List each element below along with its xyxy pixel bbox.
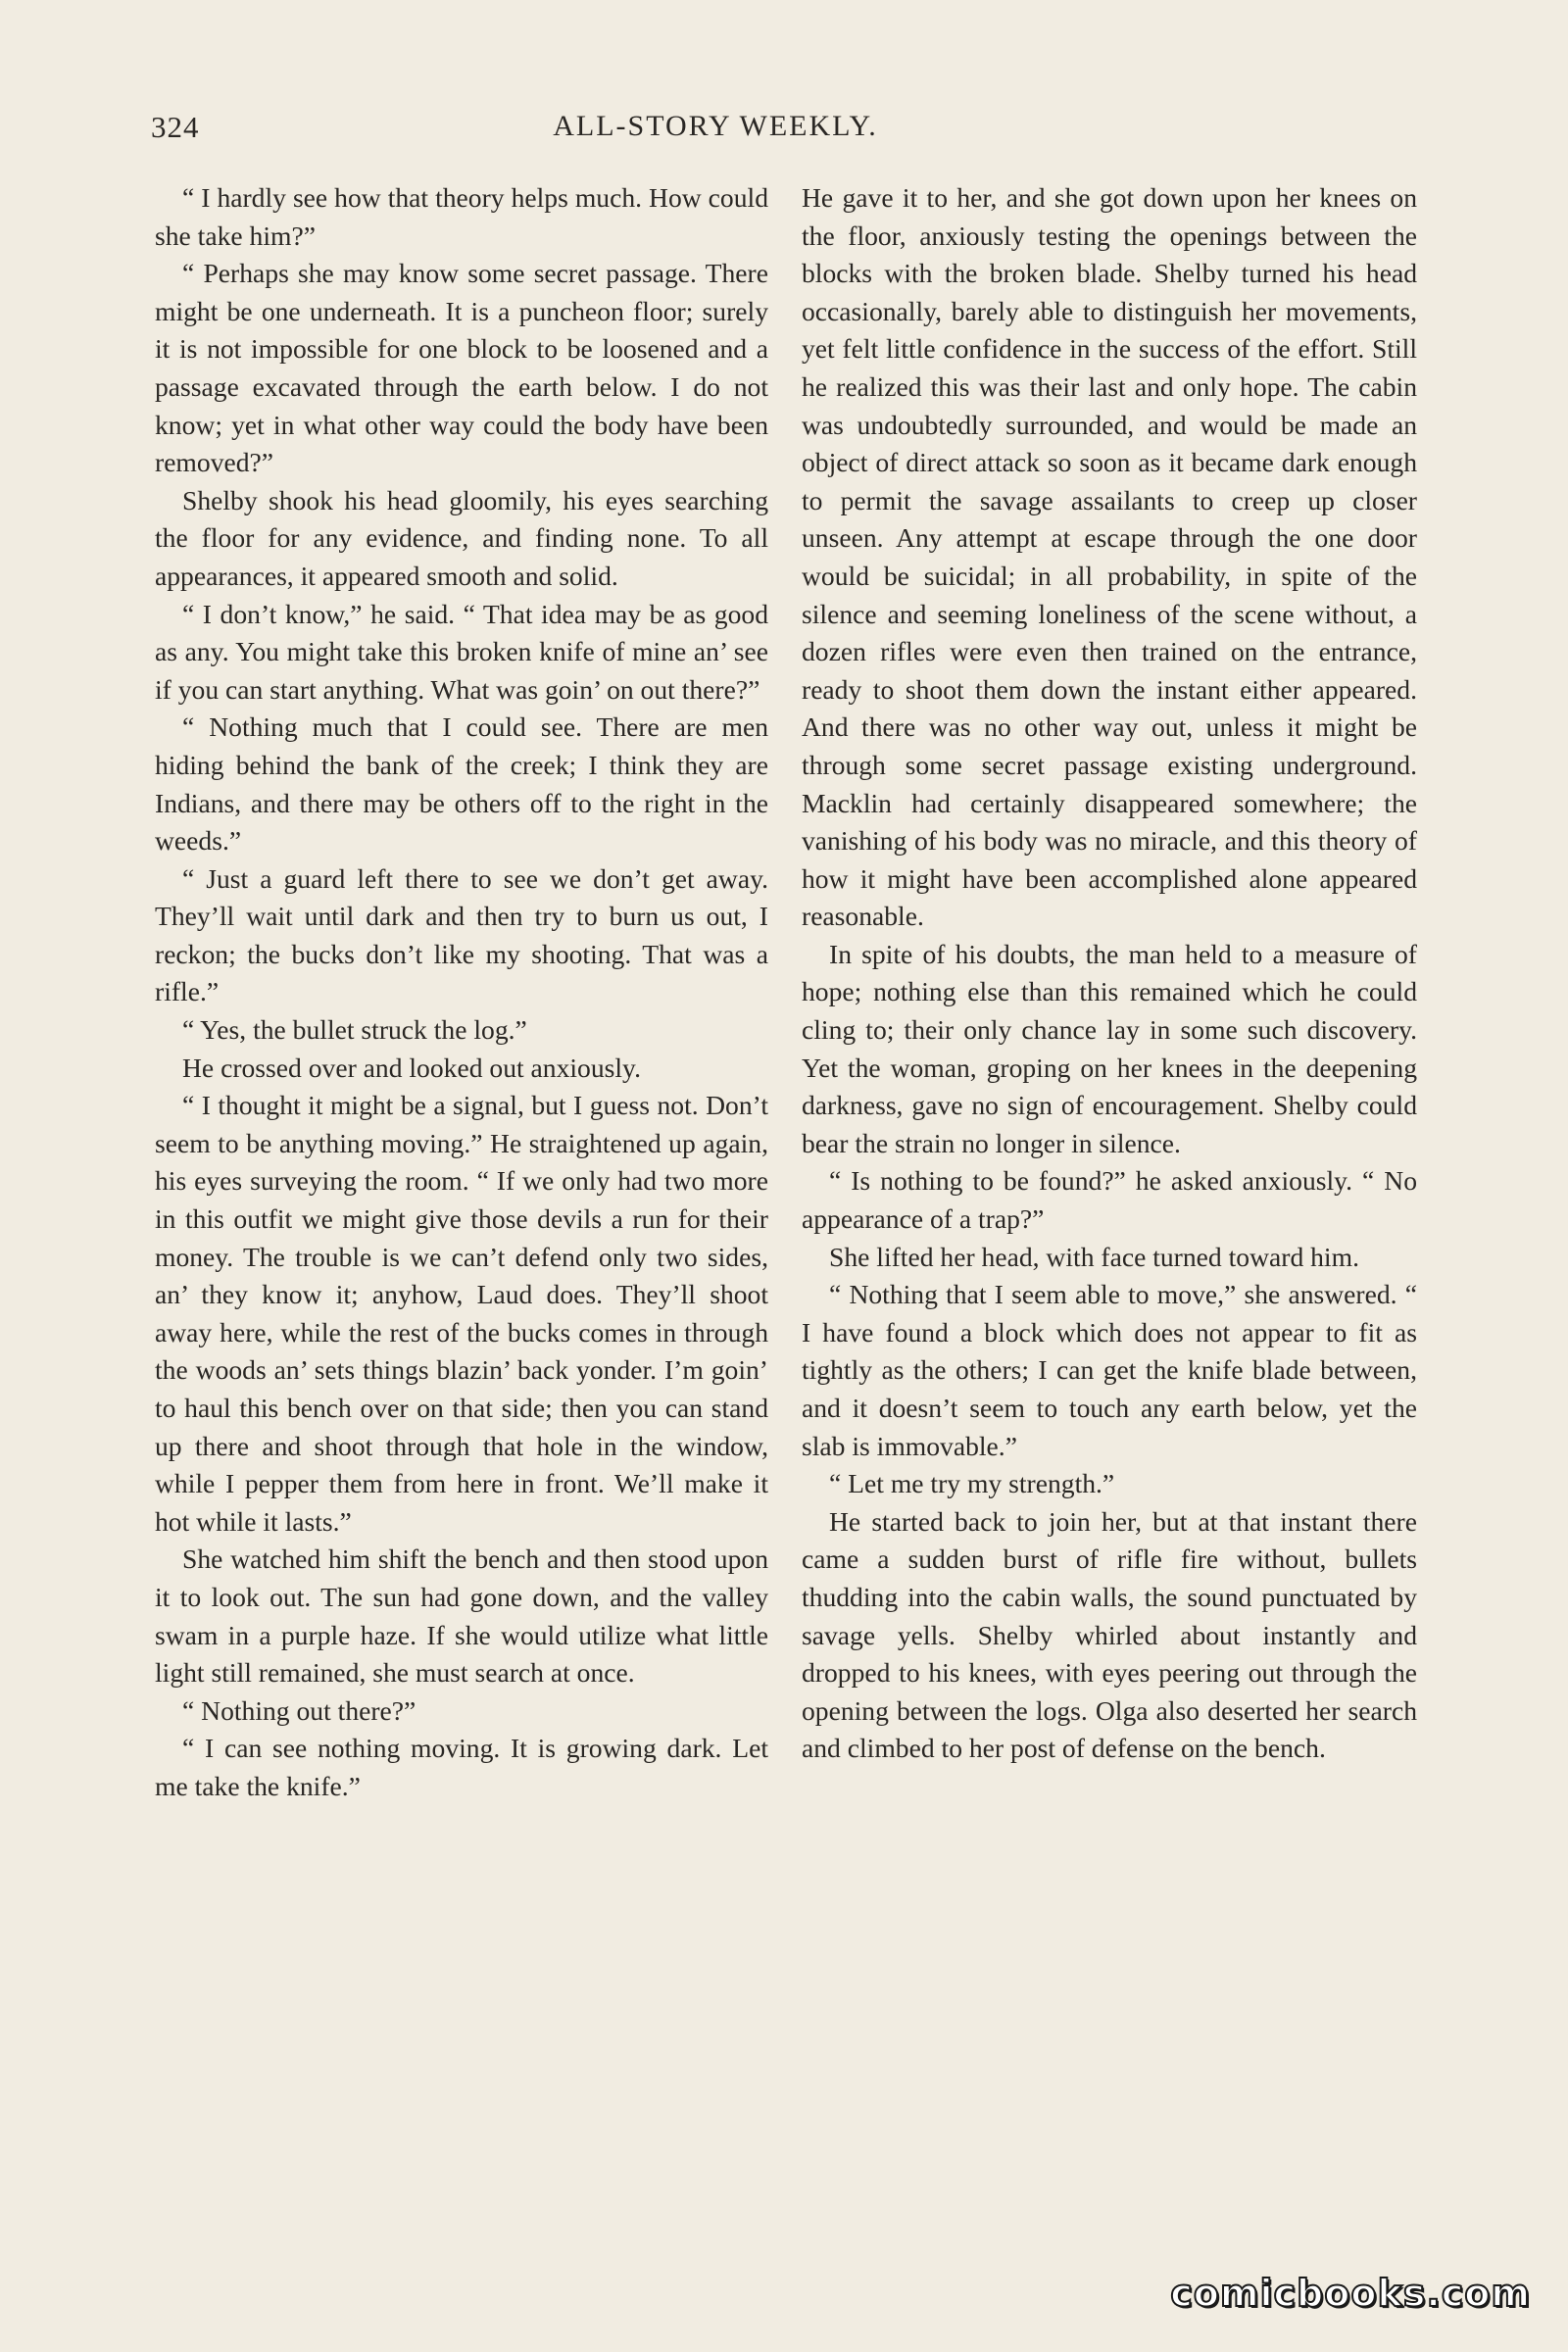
paragraph: “ Yes, the bullet struck the log.” — [182, 1014, 527, 1046]
watermark: comicbooks.com — [1170, 2272, 1531, 2315]
paragraph: He crossed over and looked out anxiously. — [182, 1052, 641, 1083]
paragraph: “ Nothing much that I could see. There are men hiding behind the bank of the creek; I think they are Indians, and there may be others off to the right in the weeds.” — [155, 711, 768, 857]
paragraph: “ Nothing that I seem able to move,” she answered. “ I have found a block which does not appear to fit as tightly as the others; I can get the knife blade between, and it doesn’t seem to touch any earth below, yet the slab is immovable.” — [802, 1279, 1417, 1461]
paragraph: Shelby shook his head gloomily, his eyes searching the floor for any evidence, and finding none. To all appearances, it appeared smooth and solid. — [155, 484, 768, 591]
paragraph: She lifted her head, with face turned toward him. — [829, 1241, 1359, 1272]
page-header — [151, 110, 1280, 159]
paragraph: She watched him shift the bench and then stood upon it to look out. The sun had gone down, and the valley swam in a purple haze. If she would utilize what little light still remained, she must search at once. — [155, 1544, 768, 1689]
paragraph: “ Is nothing to be found?” he asked anxiously. “ No appearance of a trap?” — [802, 1165, 1417, 1235]
paragraph: “ Just a guard left there to see we don’t get away. They’ll wait until dark and then try to burn us out, I reckon; the bucks don’t like my shooting. That was a rifle.” — [155, 862, 768, 1007]
paragraph: “ Perhaps she may know some secret passage. There might be one underneath. It is a puncheon floor; surely it is not impossible for one block to be loosened and a passage excavated through the earth below. I do not know; yet in what other way could the body have been removed?” — [155, 258, 768, 478]
running-title: ALL-STORY WEEKLY. — [553, 110, 878, 142]
paragraph: “ Let me try my strength.” — [829, 1468, 1115, 1499]
left-column — [155, 179, 768, 1806]
page-number: 324 — [151, 110, 200, 144]
paragraph: In spite of his doubts, the man held to a measure of hope; nothing else than this remained which he could cling to; their only chance lay in some such discovery. Yet the woman, groping on her knees in the deepening darkness, gave no sign of encouragement. Shelby could bear the strain no longer in silence. — [802, 938, 1417, 1158]
paragraph: He started back to join her, but at that instant there came a sudden burst of rifle fire without, bullets thudding into the cabin walls, the sound punctuated by savage yells. Shelby whirled about instantly and dropped to his knees, with eyes peering out through the opening between the logs. Olga also deserted her search and climbed to her post of defense on the bench. — [802, 1505, 1417, 1764]
continued-paragraph: He gave it to her, and she got down upon her knees on the floor, anxiously testing the openings between the blocks with the broken blade. Shelby turned his head occasionally, barely able to distinguish her movements, yet felt little confidence in the success of the effort. Still he realized this was their last and only hope. The cabin was undoubtedly surrounded, and would be made an object of direct attack so soon as it became dark enough to permit the savage assailants to creep up closer unseen. Any attempt at escape through the one door would be suicidal; in all probability, in spite of the silence and seeming loneliness of the scene without, a dozen rifles were even then trained on the entrance, ready to shoot them down the instant either appeared. And there was no other way out, unless it might be through some secret passage existing underground. Macklin had certainly disappeared somewhere; the vanishing of his body was no miracle, and this theory of how it might have been accomplished alone appeared reasonable. — [802, 182, 1417, 932]
paragraph: “ Nothing out there?” — [182, 1694, 416, 1726]
right-column — [802, 179, 1417, 1768]
paragraph: “ I hardly see how that theory helps much. How could she take him?” — [155, 182, 768, 251]
paragraph: “ I can see nothing moving. It is growing dark. Let me take the knife.” — [155, 1733, 768, 1801]
paragraph: “ I don’t know,” he said. “ That idea may be as good as any. You might take this broken knife of mine an’ see if you can start anything. What was goin’ on out there?” — [155, 598, 768, 705]
paragraph: “ I thought it might be a signal, but I guess not. Don’t seem to be anything moving.” He straightened up again, his eyes surveying the room. “ If we only had two more in this outfit we might give those devils a run for their money. The trouble is we can’t defend only two sides, an’ they know it; anyhow, Laud does. They’ll shoot away here, while the rest of the bucks comes in through the woods an’ sets things blazin’ back yonder. I’m goin’ to haul this bench over on that side; then you can stand up there and shoot through that hole in the window, while I pepper them from here in front. We’ll make it hot while it lasts.” — [155, 1090, 768, 1537]
